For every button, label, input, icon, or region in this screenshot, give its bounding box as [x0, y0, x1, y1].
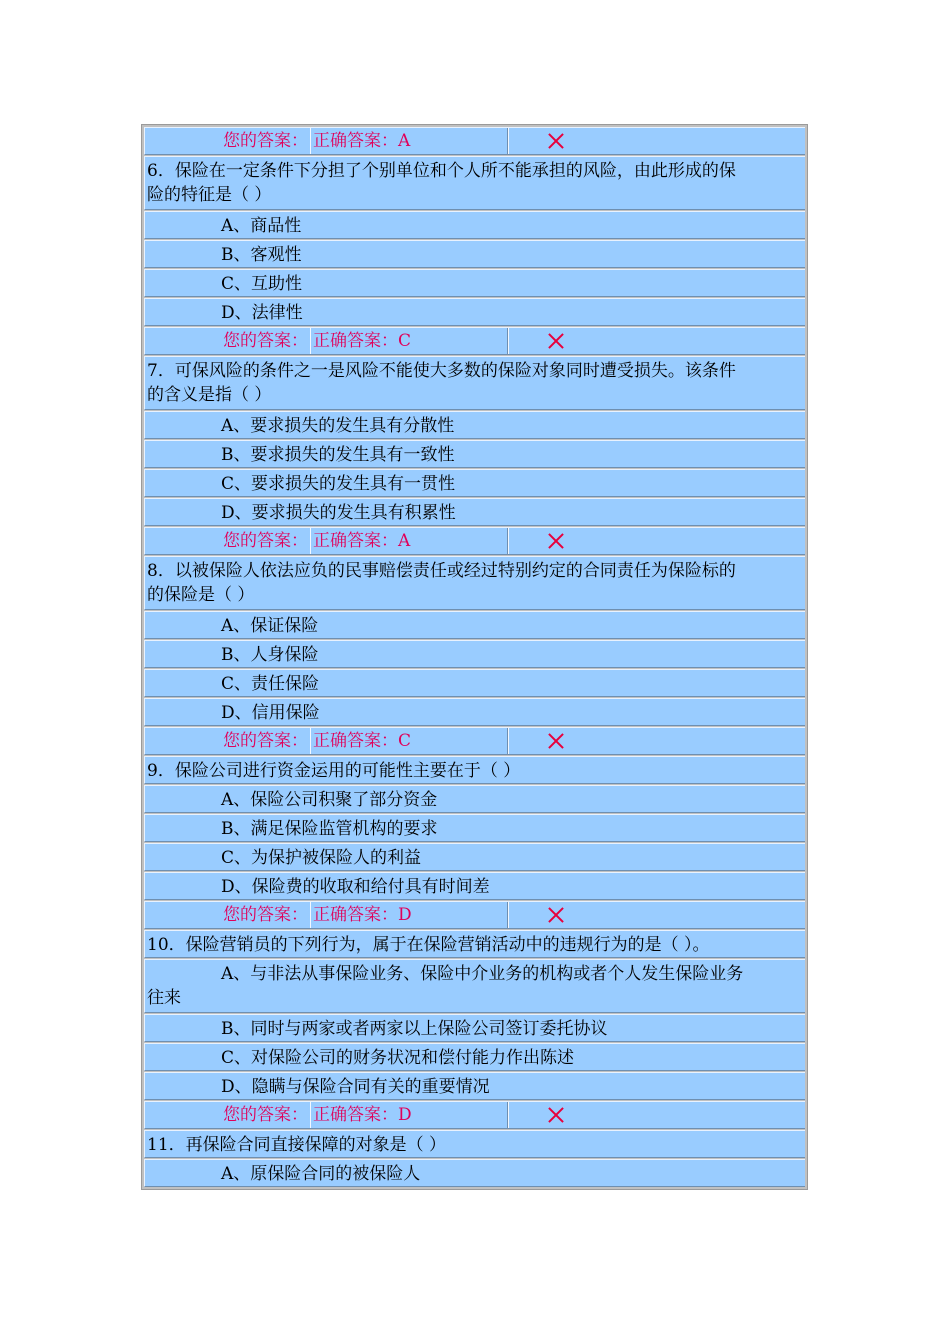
correct-answer: 正确答案：A	[310, 528, 508, 554]
your-answer-label: 您的答案：	[223, 905, 308, 925]
question-9: 9．保险公司进行资金运用的可能性主要在于（ ）	[144, 756, 805, 784]
option-d[interactable]: D、信用保险	[144, 698, 805, 726]
option-a[interactable]: A、要求损失的发生具有分散性	[144, 411, 805, 439]
option-a[interactable]: A、保险公司积聚了部分资金	[144, 785, 805, 813]
option-c[interactable]: C、责任保险	[144, 669, 805, 697]
option-c[interactable]: C、要求损失的发生具有一贯性	[144, 469, 805, 497]
option-c[interactable]: C、为保护被保险人的利益	[144, 843, 805, 871]
option-c[interactable]: C、对保险公司的财务状况和偿付能力作出陈述	[144, 1043, 805, 1071]
your-answer-label: 您的答案：	[223, 131, 308, 151]
correct-answer: 正确答案：C	[310, 728, 508, 754]
correct-answer: 正确答案：A	[310, 128, 508, 154]
wrong-x-icon	[547, 732, 565, 750]
answer-row	[144, 1101, 805, 1129]
correct-answer: 正确答案：D	[310, 902, 508, 928]
option-b[interactable]: B、要求损失的发生具有一致性	[144, 440, 805, 468]
question-6: 6．保险在一定条件下分担了个别单位和个人所不能承担的风险，由此形成的保 险的特征是（ ）	[144, 156, 805, 210]
correct-answer: 正确答案：D	[310, 1102, 508, 1128]
option-b[interactable]: B、同时与两家或者两家以上保险公司签订委托协议	[144, 1014, 805, 1042]
answer-row	[144, 727, 805, 755]
question-10: 10．保险营销员的下列行为，属于在保险营销活动中的违规行为的是（ ）。	[144, 930, 805, 958]
question-11: 11．再保险合同直接保障的对象是（ ）	[144, 1130, 805, 1158]
option-c[interactable]: C、互助性	[144, 269, 805, 297]
option-d[interactable]: D、保险费的收取和给付具有时间差	[144, 872, 805, 900]
option-b[interactable]: B、客观性	[144, 240, 805, 268]
your-answer-label: 您的答案：	[223, 1105, 308, 1125]
correct-answer: 正确答案：C	[310, 328, 508, 354]
question-7: 7．可保风险的条件之一是风险不能使大多数的保险对象同时遭受损失。该条件 的含义是指（ ）	[144, 356, 805, 410]
quiz-table	[141, 124, 808, 1190]
wrong-x-icon	[547, 1106, 565, 1124]
wrong-x-icon	[547, 332, 565, 350]
option-d[interactable]: D、要求损失的发生具有积累性	[144, 498, 805, 526]
option-d[interactable]: D、法律性	[144, 298, 805, 326]
answer-row	[144, 127, 805, 155]
answer-row	[144, 527, 805, 555]
option-a[interactable]: A、与非法从事保险业务、保险中介业务的机构或者个人发生保险业务 往来	[144, 959, 805, 1013]
question-8: 8．以被保险人依法应负的民事赔偿责任或经过特别约定的合同责任为保险标的 的保险是（ ）	[144, 556, 805, 610]
your-answer-label: 您的答案：	[223, 331, 308, 351]
option-b[interactable]: B、人身保险	[144, 640, 805, 668]
your-answer-label: 您的答案：	[223, 731, 308, 751]
your-answer-label: 您的答案：	[223, 531, 308, 551]
option-b[interactable]: B、满足保险监管机构的要求	[144, 814, 805, 842]
wrong-x-icon	[547, 906, 565, 924]
answer-row	[144, 901, 805, 929]
option-d[interactable]: D、隐瞒与保险合同有关的重要情况	[144, 1072, 805, 1100]
option-a[interactable]: A、保证保险	[144, 611, 805, 639]
answer-row	[144, 327, 805, 355]
wrong-x-icon	[547, 132, 565, 150]
option-a[interactable]: A、商品性	[144, 211, 805, 239]
option-a[interactable]: A、原保险合同的被保险人	[144, 1159, 805, 1187]
wrong-x-icon	[547, 532, 565, 550]
